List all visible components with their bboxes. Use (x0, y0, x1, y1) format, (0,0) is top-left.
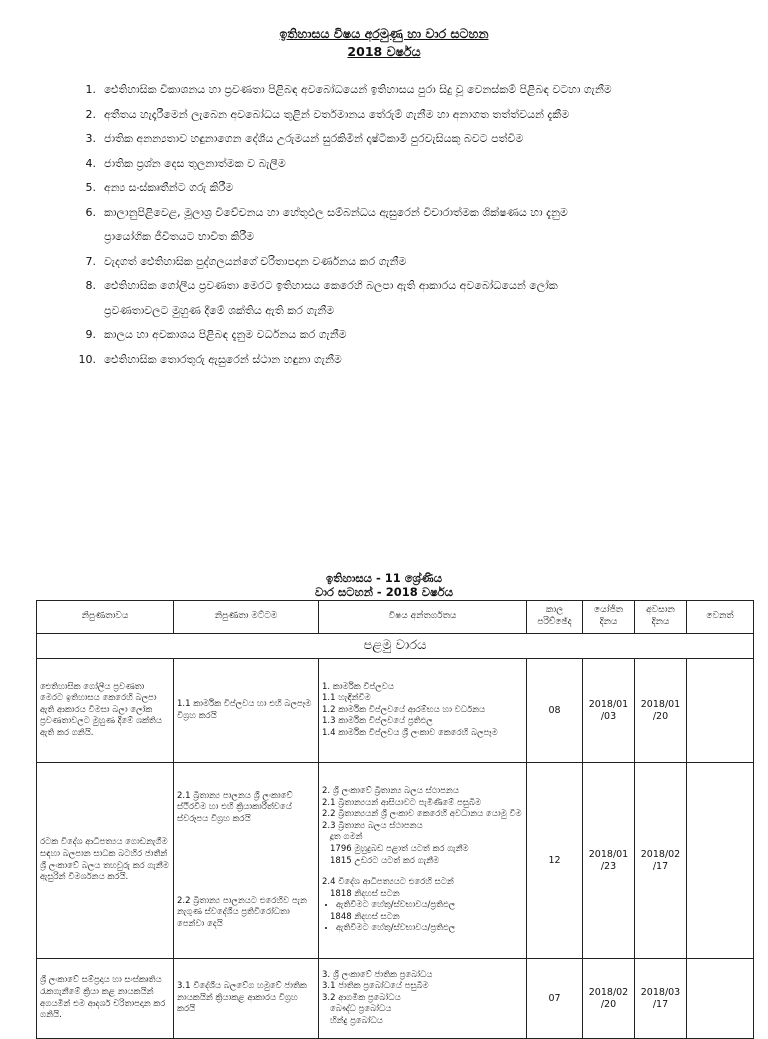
objective-text: ඓතිහාසික තොරතුරු ඇසුරෙන් ස්ථාන හඳුනා ගැනීම (104, 352, 342, 366)
objective-item (70, 152, 750, 177)
table-title: ඉතිහාසය - 11 ශ්‍රේණිය (326, 571, 442, 585)
competency-level: 2.1 බ්‍රිතාන්‍ය පාලනය ශ්‍රී ලංකාවේ ස්ථිරවීම හා එහි ක්‍රියාකාරීත්වයේ ස්වරූපය විග්‍රහ කරයි (177, 790, 293, 824)
content-line: 3.2 ආගමික ප්‍රබෝධය (322, 992, 401, 1003)
periods-cell: 08 (527, 659, 583, 763)
table-row (37, 959, 754, 1039)
content-line: 2.2 බ්‍රිතාන්‍යයන් ශ්‍රී ලංකාව කෙරෙහි අවධානය යොමු වීම (322, 809, 522, 820)
content-cell (319, 959, 527, 1039)
bullet-list (322, 923, 523, 935)
content-line: හින්දු ප්‍රබෝධය (330, 1015, 383, 1026)
content-cell (319, 659, 527, 763)
bullet-list (322, 900, 523, 912)
column-header: අවසාන දිනය (635, 601, 687, 634)
column-header: වෙනත් (687, 601, 754, 634)
proposed-date-cell: 2018/01 /03 (583, 659, 635, 763)
content-line: 2.4 විදේශ ආධිපත්‍යයට එරෙහි සටන් (322, 877, 454, 888)
other-cell (687, 959, 754, 1039)
competency-cell: ඓතිහාසික ගෝලීය ප්‍රවණතා මෙරට ඉතිහාසය කෙරෙහි බලපා ඇති ආකාරය විමසා බලා ලෝක ප්‍රවණතාවලට මුහුණ දීමේ ශක්තිය ඇති කර ගනියි. (37, 659, 174, 763)
objective-number: 7. (85, 254, 96, 268)
end-date-cell: 2018/01 /20 (635, 659, 687, 763)
objective-number: 6. (85, 205, 96, 219)
content-line: 1.2 කාර්මික විප්ලවයේ ආරම්භය හා වර්ධනය (322, 704, 486, 715)
table-row (37, 659, 754, 763)
table-subtitle: වාර සටහන් - 2018 වර්ෂය (315, 585, 453, 599)
competency-cell: ශ්‍රී ලංකාවේ සම්ප්‍රදාය හා සංස්කෘතිය රැකගැනීමේ ක්‍රියා කළ නායකයින් අගයමින් එම ආදර්ශ චරිතාපදාන කර ගනියි. (37, 959, 174, 1039)
objectives-list (70, 78, 750, 372)
objective-text: කාලානුපිළිවෙළ, මූලාශ්‍ර විවේචනය හා හේතුඵල සම්බන්ධය ඇසුරෙන් විචාරාත්මක ශික්ෂණය හා දැනුම (104, 205, 568, 219)
objective-text: අන්‍ය සංස්කෘතීන්ට ගරු කිරීම (104, 181, 234, 194)
end-date-cell: 2018/02 /17 (635, 763, 687, 959)
competency-level: 2.2 බ්‍රිතාන්‍ය පාලනයට එරෙහිව පැන නැගුණ ස්වදේශීය ප්‍රතිවිරෝධතා පෙන්වා දෙයි (177, 895, 307, 929)
column-header: නිපුණතා මට්ටම (174, 601, 319, 634)
content-line: 2. ශ්‍රී ලංකාවේ බ්‍රිතාන්‍ය බලය ස්ථාපනය (322, 785, 459, 796)
content-line: 3. ශ්‍රී ලංකාවේ ජාතික ප්‍රබෝධය (322, 969, 433, 980)
objective-text: අතීතය හැදෑරීමෙන් ලැබෙන අවබෝධය තුළින් වර්තමානය තේරුම් ගැනීම හා අනාගත තත්ත්වයන් දැකීම (104, 107, 570, 121)
content-line: 1.1 හැඳින්වීම (322, 693, 371, 704)
content-line: 1818 නිදහස් සටන (330, 888, 400, 899)
objective-number: 2. (85, 107, 96, 121)
proposed-date-cell: 2018/02 /20 (583, 959, 635, 1039)
periods-cell: 12 (527, 763, 583, 959)
content-line: 2.3 බ්‍රිතාන්‍ය බලය ස්ථාපනය (322, 820, 423, 831)
table-row (37, 763, 754, 959)
objective-item (70, 274, 750, 299)
objective-number: 8. (85, 279, 96, 292)
objective-text: ප්‍රායෝගික ජීවිතයට භාවිත කිරීම (104, 230, 255, 243)
content-line: 1.3 කාර්මික විප්ලවයේ ප්‍රතිඵල (322, 716, 433, 727)
competency-level-cell: 3.1 විදේශීය බලවේග හමුවේ ජාතික නායකයින් ක්‍රියාකළ ආකාරය විග්‍රහ කරයි (174, 959, 319, 1039)
competency-level-cell: 1.1 කාර්මික විප්ලවය හා එහි බලපෑම විග්‍රහ කරයි (174, 659, 319, 763)
content-line: 3.1 ජාතික ප්‍රබෝධයේ පසුබිම (322, 981, 429, 992)
proposed-date-cell: 2018/01 /23 (583, 763, 635, 959)
content-line: 1. කාර්මික විප්ලවය (322, 681, 394, 692)
page-title: ඉතිහාසය විෂය අරමුණු හා වාර සටහන (279, 26, 489, 41)
objective-item (70, 176, 750, 201)
term-heading: පළමු වාරය (37, 634, 754, 659)
competency-cell: රටක විදේශ ආධිපත්‍යය ගොඩනැගීම සඳහා බලපාන සාධක බටහිර ජාතීන් ශ්‍රී ලංකාවේ බලය තහවුරු කර ගැනීම ඇසුරින් විමර්ශනය කරයි. (37, 763, 174, 959)
bullet-item: • ඇතිවීමට හේතු/ස්වභාවය/ප්‍රතිඵල (336, 923, 523, 935)
page-year: 2018 වර්ෂය (347, 44, 421, 59)
objective-text: කාලය හා අවකාශය පිළිබඳ දැනුම වර්ධනය කර ගැනීම (104, 328, 347, 341)
objective-text: ඓතිහාසික ගෝලීය ප්‍රවණතා මෙරට ඉතිහාසය කෙරෙහි බලපා ඇති ආකාරය අවබෝධයෙන් ලෝක (104, 279, 558, 292)
content-line: දූත ගමන් (330, 832, 363, 843)
objective-number: 5. (85, 181, 96, 194)
objective-number: 4. (85, 156, 96, 170)
column-header: යෝජිත දිනය (583, 601, 635, 634)
objective-item (70, 78, 750, 103)
objective-item-continued (70, 225, 750, 250)
objective-item (70, 103, 750, 128)
objective-number: 3. (85, 132, 96, 145)
objective-item-continued (70, 299, 750, 324)
content-line: බෞද්ධ ප්‍රබෝධය (330, 1004, 392, 1015)
objective-item (70, 250, 750, 275)
objective-number: 1. (85, 83, 96, 96)
objective-text: ප්‍රවණතාවලට මුහුණ දීමේ ශක්තිය ඇති කර ගැනීම (104, 303, 335, 317)
column-header: කාල පරිච්ඡේද (527, 601, 583, 634)
objective-text: වැදගත් ඓතිහාසික පුද්ගලයන්ගේ චරිතාපදාන වර්ණනය කර ගැනීම (104, 254, 407, 268)
bullet-item: • ඇතිවීමට හේතු/ස්වභාවය/ප්‍රතිඵල (336, 900, 523, 912)
content-line: 2.1 බ්‍රිතාන්‍යයන් ආසියාවට පැමිණීමේ පසුබිම (322, 797, 482, 808)
objective-item (70, 127, 750, 152)
table-header-row (37, 601, 754, 634)
objective-text: ජාතික අනන්‍යතාව හඳුනාගෙන දේශීය උරුමයන් සුරකිමින් දෘෂ්ටිකාමී පුරවැසියකු බවට පත්වීම (104, 132, 524, 145)
other-cell (687, 659, 754, 763)
objective-item (70, 348, 750, 373)
objective-item (70, 323, 750, 348)
content-line: 1.4 කාර්මික විප්ලවය ශ්‍රී ලංකාව කෙරෙහි බලපෑම (322, 727, 498, 738)
content-line: 1796 මුහුදුබඩ පළාත් යටත් කර ගැනීම (330, 843, 469, 854)
term-plan-table (36, 600, 754, 1039)
content-line: 1815 උඩරට යටත් කර ගැනීම (330, 855, 440, 866)
column-header: විෂය අන්තර්ගතය (319, 601, 527, 634)
objective-number: 9. (85, 328, 96, 341)
content-line: 1848 නිදහස් සටන (330, 911, 400, 922)
competency-level-cell (174, 763, 319, 959)
term-heading-row (37, 634, 754, 659)
objective-number: 10. (78, 352, 96, 366)
column-header: නිපුණතාවය (37, 601, 174, 634)
content-cell (319, 763, 527, 959)
periods-cell: 07 (527, 959, 583, 1039)
objective-text: ජාතික ප්‍රශ්න දෙස තුලනාත්මක ව බැලීම (104, 156, 286, 170)
objective-text: ඓතිහාසික විකාශනය හා ප්‍රවණතා පිළිබඳ අවබෝධයෙන් ඉතිහාසය පුරා සිදු වූ වෙනස්කම් පිළිබඳ වටහා ගැනීම (104, 83, 612, 96)
other-cell (687, 763, 754, 959)
objective-item (70, 201, 750, 226)
end-date-cell: 2018/03 /17 (635, 959, 687, 1039)
